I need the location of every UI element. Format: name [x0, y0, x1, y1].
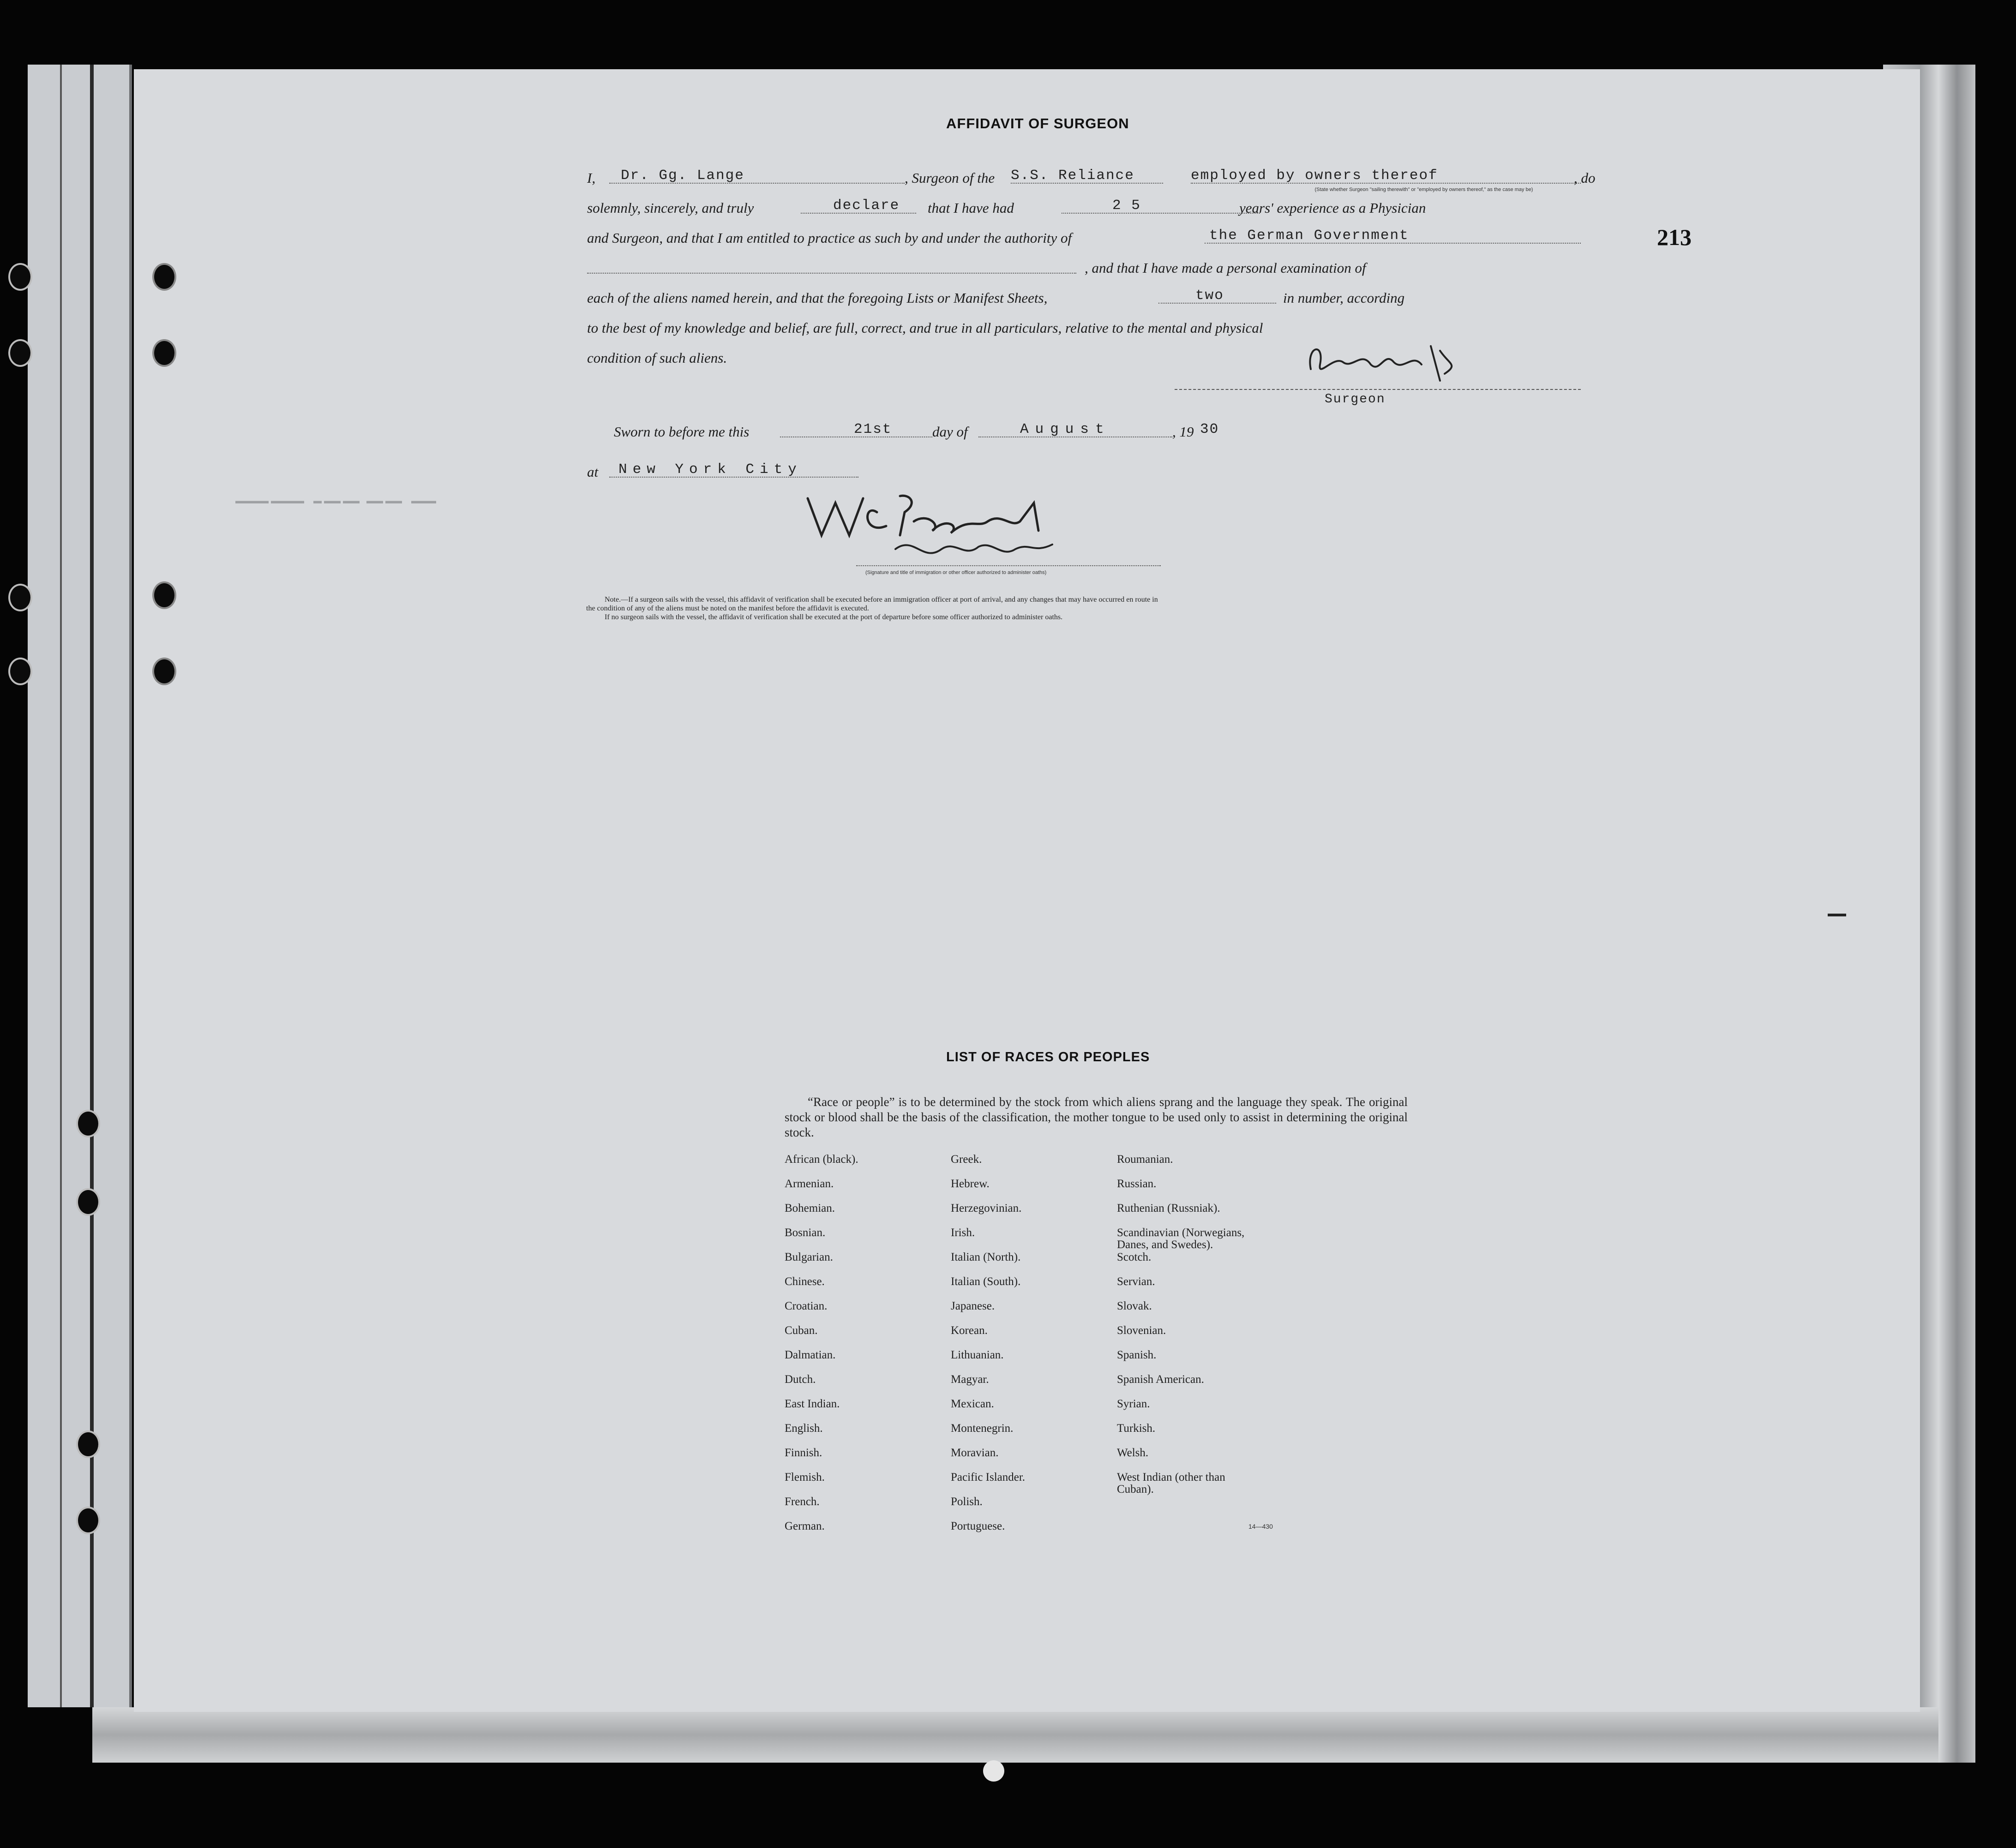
- races-column-2: [951, 1154, 1025, 1545]
- race-item: Bosnian.: [785, 1226, 826, 1239]
- text-that-i-have-had: that I have had: [928, 200, 1014, 216]
- text-in-number: in number, according: [1283, 290, 1405, 306]
- text-and-surgeon: and Surgeon, and that I am entitled to practice as such by and under the authority of: [587, 230, 1072, 246]
- surgeon-name: Dr. Gg. Lange: [621, 167, 744, 184]
- race-item: Roumanian.: [1117, 1153, 1173, 1166]
- employment-status: employed by owners thereof: [1191, 167, 1438, 184]
- race-item: Polish.: [951, 1495, 983, 1508]
- race-item: Herzegovinian.: [951, 1202, 1022, 1214]
- race-item: West Indian (other than Cuban).: [1117, 1471, 1225, 1495]
- race-item: Syrian.: [1117, 1398, 1150, 1410]
- surgeon-signature: [1292, 337, 1578, 388]
- binder-ring: [8, 339, 32, 367]
- bleed-through-text: ▬▬▬▬ ▬▬▬▬ ▬ ▬▬ ▬▬ ▬▬ ▬▬ ▬▬▬: [235, 496, 437, 505]
- page-hole: [152, 263, 176, 291]
- sheets-value: two: [1195, 287, 1224, 304]
- affidavit-title: AFFIDAVIT OF SURGEON: [946, 115, 1129, 132]
- races-column-3: [1117, 1154, 1244, 1496]
- race-item: Magyar.: [951, 1373, 989, 1386]
- authority-value: the German Government: [1209, 227, 1409, 244]
- race-item: Turkish.: [1117, 1422, 1156, 1435]
- text-to-the-best: to the best of my knowledge and belief, are full, correct, and true in all particulars, relative to the mental and physical: [587, 320, 1263, 336]
- race-item: Montenegrin.: [951, 1422, 1014, 1435]
- race-item: Russian.: [1117, 1178, 1157, 1190]
- binder-strip: [28, 65, 132, 1707]
- note-line-2: the condition of any of the aliens must be noted on the manifest before the affidavit is executed.: [586, 604, 869, 612]
- signature-line: [1175, 389, 1581, 390]
- text-each-of-aliens: each of the aliens named herein, and that the foregoing Lists or Manifest Sheets,: [587, 290, 1048, 306]
- text-at: at: [587, 464, 599, 480]
- race-item: East Indian.: [785, 1398, 840, 1410]
- race-item: Armenian.: [785, 1178, 834, 1190]
- binder-ring: [8, 658, 32, 685]
- text-year-prefix: , 19: [1172, 424, 1194, 440]
- race-item: Dutch.: [785, 1373, 816, 1386]
- race-item: Moravian.: [951, 1447, 999, 1459]
- official-signature-note: (Signature and title of immigration or other officer authorized to administer oaths): [865, 570, 1047, 575]
- binder-ring: [76, 1507, 100, 1534]
- race-item: Cuban.: [785, 1324, 818, 1337]
- page-number: 213: [1657, 224, 1692, 250]
- text-i: I,: [587, 170, 596, 186]
- sworn-place: New York City: [618, 461, 802, 478]
- race-item: Slovenian.: [1117, 1324, 1166, 1337]
- race-item: Irish.: [951, 1226, 975, 1239]
- race-item: Lithuanian.: [951, 1349, 1004, 1361]
- races-intro: “Race or people” is to be determined by the stock from which aliens sprang and the language they speak. The original stock or blood shall be the basis of the classification, the mother tongue to be used only to assist in determining the original stock.: [785, 1095, 1408, 1139]
- race-item: Bulgarian.: [785, 1251, 833, 1263]
- binder-ring: [76, 1110, 100, 1137]
- fill-line: [587, 273, 1076, 274]
- race-item: Mexican.: [951, 1398, 994, 1410]
- race-item: Hebrew.: [951, 1178, 990, 1190]
- sailing-note: (State whether Surgeon "sailing therewith" or "employed by owners thereof," as the case may be): [1314, 187, 1533, 192]
- binder-ring: [76, 1188, 100, 1216]
- note-line-3: If no surgeon sails with the vessel, the affidavit of verification shall be executed at the port of departure before some officer authorized to administer oaths.: [605, 613, 1063, 621]
- binder-line: [90, 65, 94, 1707]
- race-item: German.: [785, 1520, 825, 1532]
- years-value: 2 5: [1112, 197, 1141, 214]
- race-item: Ruthenian (Russniak).: [1117, 1202, 1220, 1214]
- race-item: Flemish.: [785, 1471, 825, 1483]
- race-item: English.: [785, 1422, 823, 1435]
- vessel-name: S.S. Reliance: [1011, 167, 1134, 184]
- race-item: Spanish American.: [1117, 1373, 1204, 1386]
- text-solemnly: solemnly, sincerely, and truly: [587, 200, 754, 216]
- sworn-day: 21st: [854, 421, 892, 437]
- surgeon-caption: Surgeon: [1325, 392, 1386, 407]
- race-item: Japanese.: [951, 1300, 995, 1312]
- race-item: Greek.: [951, 1153, 982, 1166]
- race-item: Italian (South).: [951, 1275, 1021, 1288]
- text-sworn: Sworn to before me this: [614, 424, 750, 440]
- official-signature: [794, 484, 1126, 568]
- page-hole: [152, 581, 176, 609]
- race-item: Portuguese.: [951, 1520, 1005, 1532]
- text-personal-exam: , and that I have made a personal examination of: [1085, 260, 1366, 276]
- races-title: LIST OF RACES OR PEOPLES: [946, 1050, 1150, 1065]
- text-day-of: day of: [932, 424, 968, 440]
- sworn-year: 30: [1200, 421, 1219, 437]
- page-hole: [152, 339, 176, 367]
- binder-line: [60, 65, 62, 1707]
- race-item: Dalmatian.: [785, 1349, 836, 1361]
- ledger-page: [134, 69, 1920, 1712]
- race-item: French.: [785, 1495, 820, 1508]
- punch-hole: [983, 1760, 1004, 1782]
- page-hole: [152, 658, 176, 685]
- affidavit-note: [586, 595, 1583, 622]
- margin-mark: [1828, 914, 1846, 916]
- note-line-1: Note.—If a surgeon sails with the vessel, this affidavit of verification shall be executed before an immigration officer at port of arrival, and any changes that may have occurred en route in: [605, 596, 1158, 604]
- race-item: Chinese.: [785, 1275, 825, 1288]
- sworn-month: August: [1020, 421, 1110, 437]
- binder-ring: [8, 584, 32, 611]
- race-item: Servian.: [1117, 1275, 1155, 1288]
- binder-ring: [8, 263, 32, 291]
- race-item: Scandinavian (Norwegians, Danes, and Swedes).: [1117, 1226, 1245, 1251]
- binder-ring: [76, 1430, 100, 1458]
- race-item: Slovak.: [1117, 1300, 1152, 1312]
- race-item: Spanish.: [1117, 1349, 1157, 1361]
- race-item: Scotch.: [1117, 1251, 1152, 1263]
- text-surgeon-of: , Surgeon of the: [905, 170, 995, 186]
- race-item: Finnish.: [785, 1447, 822, 1459]
- declares-value: declare: [833, 197, 900, 214]
- race-item: Pacific Islander.: [951, 1471, 1026, 1483]
- text-do: , do: [1574, 170, 1596, 186]
- official-signature-line: [856, 565, 1161, 566]
- race-item: Italian (North).: [951, 1251, 1021, 1263]
- page-stack-bottom: [92, 1707, 1938, 1763]
- form-code: 14—430: [1248, 1523, 1273, 1530]
- text-condition: condition of such aliens.: [587, 350, 727, 366]
- text-years-experience: years' experience as a Physician: [1239, 200, 1426, 216]
- races-column-1: [785, 1154, 858, 1545]
- race-item: African (black).: [785, 1153, 858, 1166]
- race-item: Bohemian.: [785, 1202, 835, 1214]
- race-item: Welsh.: [1117, 1447, 1149, 1459]
- fill-line: [1062, 213, 1260, 214]
- race-item: Croatian.: [785, 1300, 828, 1312]
- race-item: Korean.: [951, 1324, 988, 1337]
